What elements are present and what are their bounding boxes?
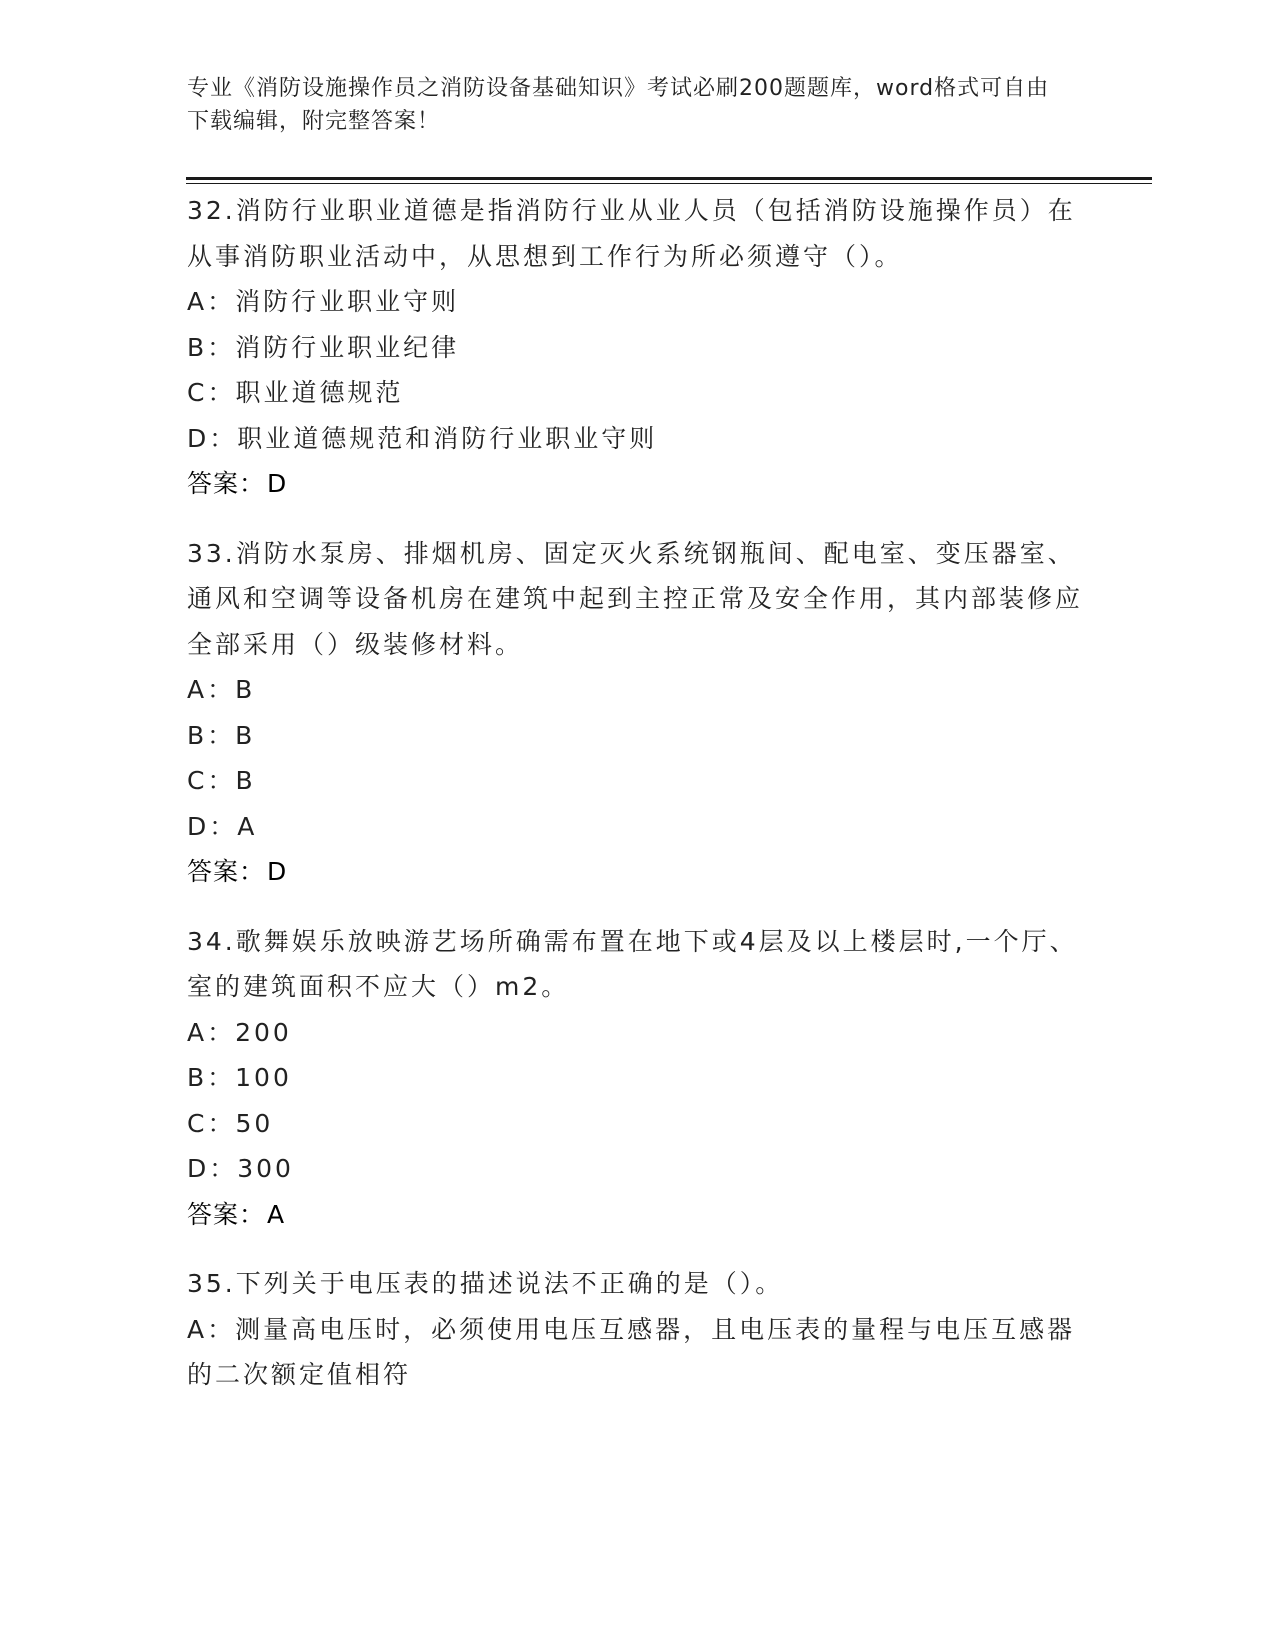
answer-value: A xyxy=(267,1199,286,1229)
question-stem: 35.下列关于电压表的描述说法不正确的是（）。 xyxy=(187,1269,784,1298)
question-32 xyxy=(187,188,1087,507)
option-a: A：测量高电压时，必须使用电压互感器，且电压表的量程与电压互感器的二次额定值相符 xyxy=(187,1314,1076,1389)
option-b: B：消防行业职业纪律 xyxy=(187,332,460,362)
question-stem: 33.消防水泵房、排烟机房、固定灭火系统钢瓶间、配电室、变压器室、通风和空调等设备机房在建筑中起到主控正常及安全作用，其内部装修应全部采用（）级装修材料。 xyxy=(187,538,1084,659)
question-list xyxy=(187,188,1087,1422)
answer-line xyxy=(187,461,1087,507)
answer-value: D xyxy=(267,857,288,886)
header-divider-thin xyxy=(186,183,1152,184)
question-34 xyxy=(187,919,1087,1238)
answer-value: D xyxy=(267,469,288,498)
question-33 xyxy=(187,531,1087,895)
option-d: D：职业道德规范和消防行业职业守则 xyxy=(187,423,658,453)
option-c: C：50 xyxy=(187,1108,274,1138)
answer-label: 答案： xyxy=(187,857,266,886)
option-b: B：100 xyxy=(187,1063,292,1092)
option-d: D：A xyxy=(187,811,258,841)
option-c: C：职业道德规范 xyxy=(187,378,404,407)
option-d: D：300 xyxy=(187,1154,294,1183)
answer-line xyxy=(187,849,1087,895)
option-a: A：200 xyxy=(187,1017,292,1047)
header-divider-thick xyxy=(186,177,1152,180)
question-stem: 34.歌舞娱乐放映游艺场所确需布置在地下或4层及以上楼层时,一个厅、室的建筑面积不应大（）m2。 xyxy=(187,926,1078,1001)
question-35 xyxy=(187,1261,1087,1398)
answer-line xyxy=(187,1192,1087,1238)
option-a: A：B xyxy=(187,675,256,704)
document-header xyxy=(187,72,1067,138)
answer-label: 答案： xyxy=(187,469,266,498)
option-c: C：B xyxy=(187,766,256,795)
header-title: 专业《消防设施操作员之消防设备基础知识》考试必刷200题题库，word格式可自由下载编辑，附完整答案！ xyxy=(187,76,1050,134)
answer-label: 答案： xyxy=(187,1199,266,1229)
question-stem: 32.消防行业职业道德是指消防行业从业人员（包括消防设施操作员）在从事消防职业活动中，从思想到工作行为所必须遵守（）。 xyxy=(187,196,1076,271)
option-a: A：消防行业职业守则 xyxy=(187,287,460,316)
option-b: B：B xyxy=(187,720,256,750)
